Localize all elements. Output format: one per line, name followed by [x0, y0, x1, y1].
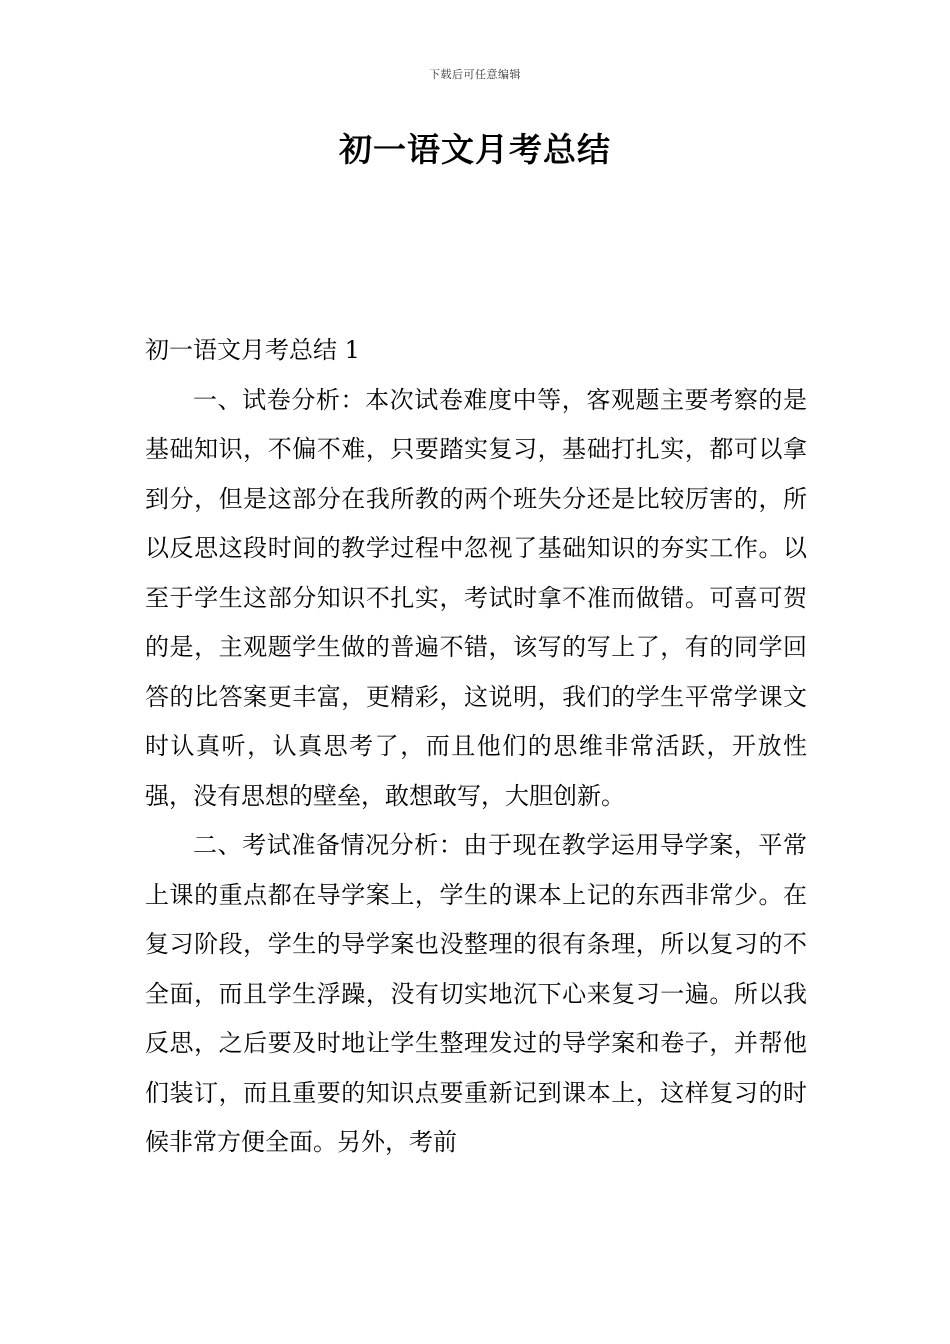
paragraph-exam-analysis: 一、试卷分析：本次试卷难度中等，客观题主要考察的是基础知识，不偏不难，只要踏实复习，基础打扎实，都可以拿到分，但是这部分在我所教的两个班失分还是比较厉害的，所以反思这段时间的教学过程中忽视了基础知识的夯实工作。以至于学生这部分知识不扎实，考试时拿不准而做错。可喜可贺的是，主观题学生做的普遍不错，该写的写上了，有的同学回答的比答案更丰富，更精彩，这说明，我们的学生平常学课文时认真听，认真思考了，而且他们的思维非常活跃，开放性强，没有思想的壁垒，敢想敢写，大胆创新。: [145, 385, 807, 810]
document-title: 初一语文月考总结: [339, 130, 611, 169]
paragraph-preparation-analysis: 二、考试准备情况分析：由于现在教学运用导学案，平常上课的重点都在导学案上，学生的课本上记的东西非常少。在复习阶段，学生的导学案也没整理的很有条理，所以复习的不全面，而且学生浮躁，没有切实地沉下心来复习一遍。所以我反思，之后要及时地让学生整理发过的导学案和卷子，并帮他们装订，而且重要的知识点要重新记到课本上，这样复习的时候非常方便全面。另外，考前: [145, 831, 807, 1156]
document-body: [145, 326, 807, 1168]
header-note: 下载后可任意编辑: [429, 68, 521, 81]
section-heading: 初一语文月考总结 1: [145, 336, 360, 364]
